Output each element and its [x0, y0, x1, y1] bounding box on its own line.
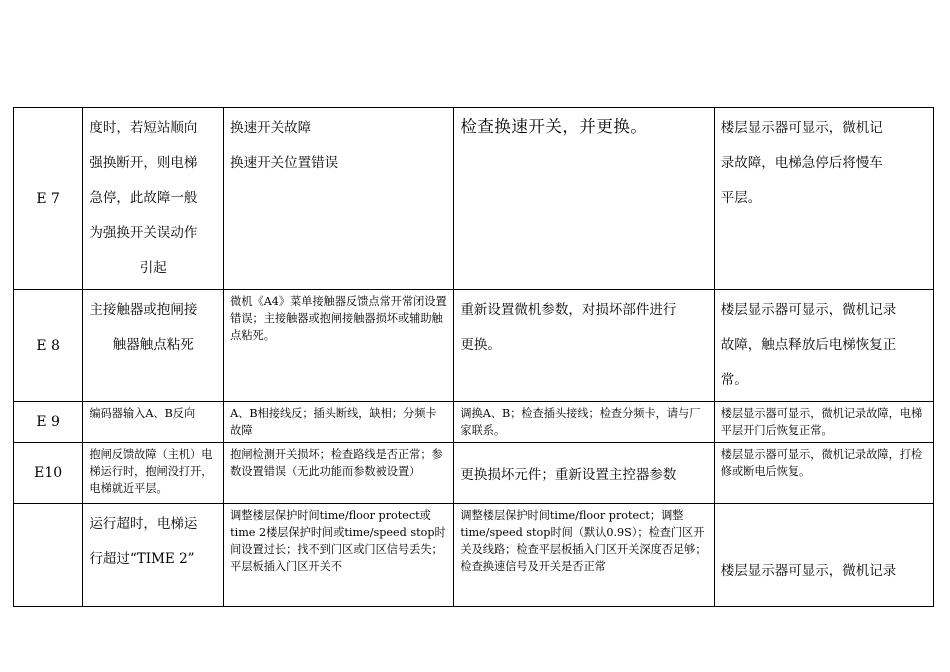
cause-line: 急停，此故障一般 [89, 190, 198, 206]
solution-line: 重新设置微机参数，对损坏部件进行 [460, 302, 677, 318]
cause-cell [83, 504, 224, 607]
cause-line: 触器触点粘死 [112, 337, 194, 353]
fault-line: 换速开关故障 [230, 120, 312, 136]
fault-code-cell: E 7 [14, 108, 83, 290]
cause-line: 行超过“TIME 2” [89, 551, 195, 567]
fault-code-cell [14, 504, 83, 607]
table-row [14, 290, 934, 402]
result-cell: 楼层显示器可显示，微机记录故障，电梯平层开门后恢复正常。 [714, 402, 933, 443]
solution-cell: 检查换速开关，并更换。 [454, 108, 714, 290]
fault-code-table [13, 107, 934, 607]
solution-line: 更换。 [460, 337, 501, 353]
fault-code-cell: E 8 [14, 290, 83, 402]
fault-cell: 调整楼层保护时间time/floor protect或time 2楼层保护时间或time/speed stop时间设置过长；找不到门区或门区信号丢失；平层板插入门区开关不 [224, 504, 454, 607]
result-line: 故障，触点释放后电梯恢复正 [720, 337, 897, 353]
result-line: 楼层显示器可显示，微机记 [720, 120, 883, 136]
result-cell [714, 290, 933, 402]
table-row [14, 402, 934, 443]
fault-cell: A、B相接线反；插头断线，缺相；分频卡故障 [224, 402, 454, 443]
cause-cell: 编码器输入A、B反向 [83, 402, 224, 443]
table-row [14, 443, 934, 504]
cause-line: 主接触器或抱闸接 [89, 302, 198, 318]
result-line: 平层。 [720, 190, 762, 206]
table-row [14, 504, 934, 607]
cause-line: 为强换开关误动作 [89, 225, 198, 241]
result-cell: 楼层显示器可显示，微机记录故障，打检修或断电后恢复。 [714, 443, 933, 504]
fault-cell [224, 108, 454, 290]
result-cell [714, 108, 933, 290]
solution-cell: 调整楼层保护时间time/floor protect；调整time/speed stop时间（默认0.9S）；检查门区开关及线路；检查平层板插入门区开关深度否足够；检查换速信号及开关是否正常 [454, 504, 714, 607]
result-line: 录故障，电梯急停后将慢车 [720, 155, 883, 171]
cause-line: 引起 [139, 260, 167, 276]
result-line: 常。 [720, 372, 748, 388]
fault-code-cell: E10 [14, 443, 83, 504]
result-line: 楼层显示器可显示，微机记录 [720, 302, 897, 318]
cause-line: 度时，若短站顺向 [89, 120, 198, 136]
solution-cell: 更换损坏元件；重新设置主控器参数 [454, 443, 714, 504]
cause-cell [83, 108, 224, 290]
fault-code-cell: E 9 [14, 402, 83, 443]
solution-cell [454, 290, 714, 402]
table-row [14, 108, 934, 290]
fault-line: 换速开关位置错误 [230, 155, 339, 171]
fault-cell: 抱闸检测开关损坏；检查路线是否正常；参数设置错误（无此功能而参数被设置） [224, 443, 454, 504]
cause-line: 强换断开，则电梯 [89, 155, 198, 171]
result-cell: 楼层显示器可显示，微机记录 [714, 504, 933, 607]
cause-cell [83, 290, 224, 402]
cause-line: 运行超时，电梯运 [89, 516, 198, 532]
cause-cell: 抱闸反馈故障（主机）电梯运行时，抱闸没打开，电梯就近平层。 [83, 443, 224, 504]
fault-cell: 微机《A4》菜单接触器反馈点常开常闭设置错误；主接触器或抱闸接触器损坏或辅助触点粘死。 [224, 290, 454, 402]
solution-cell: 调换A、B；检查插头接线；检查分频卡，请与厂家联系。 [454, 402, 714, 443]
